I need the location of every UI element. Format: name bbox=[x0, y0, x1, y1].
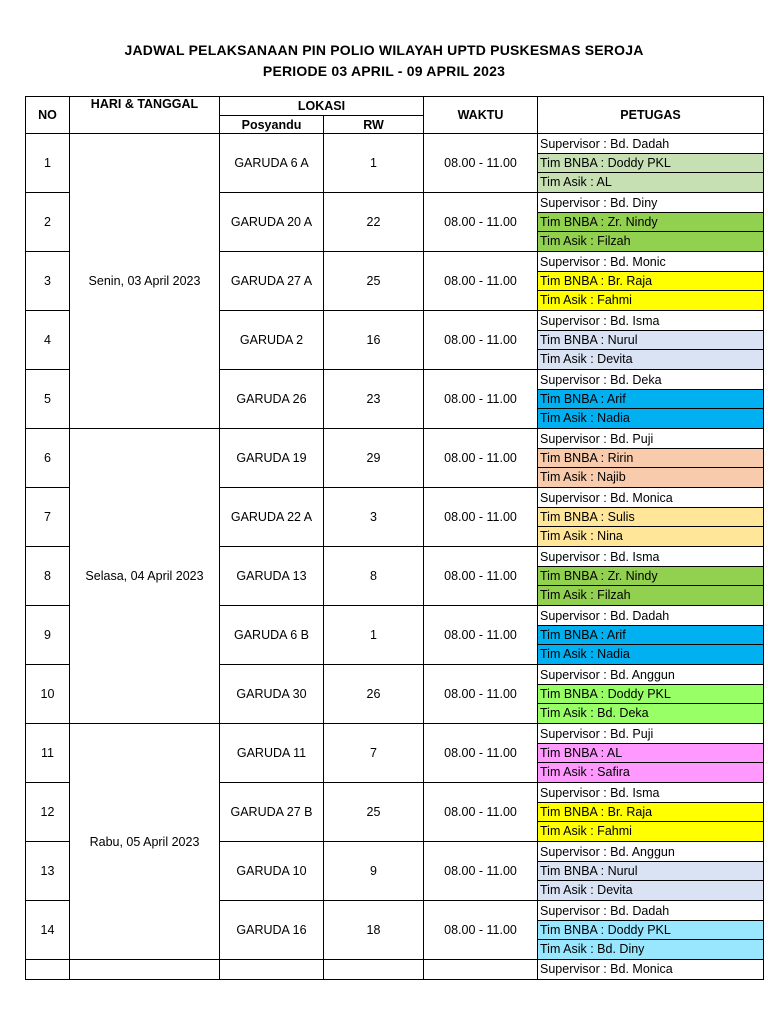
header-petugas: PETUGAS bbox=[538, 97, 764, 134]
cell-waktu: 08.00 - 11.00 bbox=[424, 901, 538, 960]
cell-no: 9 bbox=[26, 606, 70, 665]
cell-rw: 16 bbox=[324, 311, 424, 370]
cell-posyandu: GARUDA 13 bbox=[220, 547, 324, 606]
cell-posyandu: GARUDA 27 B bbox=[220, 783, 324, 842]
petugas-tim-asik: Tim Asik : AL bbox=[538, 173, 763, 192]
petugas-supervisor: Supervisor : Bd. Puji bbox=[538, 430, 763, 449]
cell-waktu: 08.00 - 11.00 bbox=[424, 370, 538, 429]
cell-no: 11 bbox=[26, 724, 70, 783]
petugas-supervisor: Supervisor : Bd. Puji bbox=[538, 725, 763, 744]
cell-waktu: 08.00 - 11.00 bbox=[424, 547, 538, 606]
cell-posyandu: GARUDA 19 bbox=[220, 429, 324, 488]
cell-hari-tanggal: Selasa, 04 April 2023 bbox=[70, 429, 220, 724]
petugas-tim-bnba: Tim BNBA : Zr. Nindy bbox=[538, 567, 763, 586]
table-row bbox=[26, 429, 764, 488]
header-waktu: WAKTU bbox=[424, 97, 538, 134]
cell-petugas bbox=[538, 488, 764, 547]
petugas-tim-asik: Tim Asik : Bd. Deka bbox=[538, 704, 763, 723]
cell-petugas bbox=[538, 606, 764, 665]
cell-hari-tanggal: Senin, 03 April 2023 bbox=[70, 134, 220, 429]
cell-petugas bbox=[538, 842, 764, 901]
petugas-tim-asik: Tim Asik : Devita bbox=[538, 881, 763, 900]
cell-hari-tanggal: Rabu, 05 April 2023 bbox=[70, 724, 220, 960]
cell-waktu: 08.00 - 11.00 bbox=[424, 193, 538, 252]
petugas-tim-bnba: Tim BNBA : Ririn bbox=[538, 449, 763, 468]
petugas-supervisor: Supervisor : Bd. Monic bbox=[538, 253, 763, 272]
cell-no: 2 bbox=[26, 193, 70, 252]
cell-no: 7 bbox=[26, 488, 70, 547]
cell-waktu: 08.00 - 11.00 bbox=[424, 606, 538, 665]
petugas-tim-asik: Tim Asik : Fahmi bbox=[538, 822, 763, 841]
cell-waktu: 08.00 - 11.00 bbox=[424, 665, 538, 724]
table-row-partial bbox=[26, 960, 764, 980]
cell-no: 14 bbox=[26, 901, 70, 960]
header-no: NO bbox=[26, 97, 70, 134]
cell-waktu: 08.00 - 11.00 bbox=[424, 311, 538, 370]
petugas-tim-bnba: Tim BNBA : Sulis bbox=[538, 508, 763, 527]
petugas-supervisor: Supervisor : Bd. Monica bbox=[540, 962, 673, 976]
cell-empty bbox=[424, 960, 538, 980]
petugas-tim-bnba: Tim BNBA : Arif bbox=[538, 390, 763, 409]
petugas-supervisor: Supervisor : Bd. Anggun bbox=[538, 843, 763, 862]
cell-no: 3 bbox=[26, 252, 70, 311]
cell-rw: 3 bbox=[324, 488, 424, 547]
table-row bbox=[26, 134, 764, 193]
schedule-table bbox=[25, 96, 764, 980]
petugas-tim-asik: Tim Asik : Devita bbox=[538, 350, 763, 369]
petugas-supervisor: Supervisor : Bd. Isma bbox=[538, 784, 763, 803]
cell-posyandu: GARUDA 2 bbox=[220, 311, 324, 370]
petugas-tim-bnba: Tim BNBA : Br. Raja bbox=[538, 272, 763, 291]
cell-empty bbox=[220, 960, 324, 980]
cell-waktu: 08.00 - 11.00 bbox=[424, 252, 538, 311]
petugas-supervisor: Supervisor : Bd. Diny bbox=[538, 194, 763, 213]
cell-posyandu: GARUDA 6 A bbox=[220, 134, 324, 193]
petugas-tim-asik: Tim Asik : Bd. Diny bbox=[538, 940, 763, 959]
cell-posyandu: GARUDA 20 A bbox=[220, 193, 324, 252]
petugas-supervisor: Supervisor : Bd. Dadah bbox=[538, 607, 763, 626]
cell-rw: 22 bbox=[324, 193, 424, 252]
cell-no: 1 bbox=[26, 134, 70, 193]
petugas-tim-bnba: Tim BNBA : AL bbox=[538, 744, 763, 763]
cell-petugas bbox=[538, 783, 764, 842]
cell-no: 8 bbox=[26, 547, 70, 606]
petugas-tim-asik: Tim Asik : Nadia bbox=[538, 409, 763, 428]
cell-posyandu: GARUDA 30 bbox=[220, 665, 324, 724]
header-rw: RW bbox=[324, 116, 424, 134]
cell-petugas bbox=[538, 134, 764, 193]
petugas-tim-asik: Tim Asik : Nadia bbox=[538, 645, 763, 664]
document-title: JADWAL PELAKSANAAN PIN POLIO WILAYAH UPTD PUSKESMAS SEROJA bbox=[124, 42, 644, 58]
cell-no: 10 bbox=[26, 665, 70, 724]
petugas-supervisor: Supervisor : Bd. Anggun bbox=[538, 666, 763, 685]
cell-posyandu: GARUDA 26 bbox=[220, 370, 324, 429]
cell-rw: 1 bbox=[324, 606, 424, 665]
cell-empty bbox=[26, 960, 70, 980]
cell-waktu: 08.00 - 11.00 bbox=[424, 842, 538, 901]
petugas-tim-asik: Tim Asik : Safira bbox=[538, 763, 763, 782]
cell-rw: 26 bbox=[324, 665, 424, 724]
cell-waktu: 08.00 - 11.00 bbox=[424, 724, 538, 783]
petugas-supervisor: Supervisor : Bd. Deka bbox=[538, 371, 763, 390]
cell-waktu: 08.00 - 11.00 bbox=[424, 429, 538, 488]
cell-rw: 18 bbox=[324, 901, 424, 960]
cell-rw: 25 bbox=[324, 783, 424, 842]
petugas-tim-bnba: Tim BNBA : Nurul bbox=[538, 331, 763, 350]
cell-petugas bbox=[538, 252, 764, 311]
cell-posyandu: GARUDA 16 bbox=[220, 901, 324, 960]
petugas-tim-asik: Tim Asik : Fahmi bbox=[538, 291, 763, 310]
cell-no: 6 bbox=[26, 429, 70, 488]
cell-waktu: 08.00 - 11.00 bbox=[424, 783, 538, 842]
petugas-supervisor: Supervisor : Bd. Dadah bbox=[538, 902, 763, 921]
cell-no: 5 bbox=[26, 370, 70, 429]
cell-empty bbox=[70, 960, 220, 980]
petugas-tim-bnba: Tim BNBA : Doddy PKL bbox=[538, 921, 763, 940]
cell-waktu: 08.00 - 11.00 bbox=[424, 134, 538, 193]
cell-rw: 23 bbox=[324, 370, 424, 429]
petugas-supervisor: Supervisor : Bd. Dadah bbox=[538, 135, 763, 154]
cell-petugas bbox=[538, 960, 764, 980]
cell-rw: 8 bbox=[324, 547, 424, 606]
cell-petugas bbox=[538, 665, 764, 724]
cell-no: 13 bbox=[26, 842, 70, 901]
petugas-tim-bnba: Tim BNBA : Doddy PKL bbox=[538, 685, 763, 704]
petugas-tim-bnba: Tim BNBA : Zr. Nindy bbox=[538, 213, 763, 232]
petugas-tim-asik: Tim Asik : Filzah bbox=[538, 586, 763, 605]
cell-rw: 7 bbox=[324, 724, 424, 783]
document-period: PERIODE 03 APRIL - 09 APRIL 2023 bbox=[262, 63, 506, 79]
cell-waktu: 08.00 - 11.00 bbox=[424, 488, 538, 547]
cell-no: 4 bbox=[26, 311, 70, 370]
petugas-supervisor: Supervisor : Bd. Isma bbox=[538, 312, 763, 331]
cell-rw: 29 bbox=[324, 429, 424, 488]
cell-petugas bbox=[538, 370, 764, 429]
petugas-tim-bnba: Tim BNBA : Doddy PKL bbox=[538, 154, 763, 173]
petugas-tim-asik: Tim Asik : Najib bbox=[538, 468, 763, 487]
cell-petugas bbox=[538, 429, 764, 488]
cell-no: 12 bbox=[26, 783, 70, 842]
cell-petugas bbox=[538, 193, 764, 252]
cell-posyandu: GARUDA 11 bbox=[220, 724, 324, 783]
cell-rw: 25 bbox=[324, 252, 424, 311]
petugas-tim-asik: Tim Asik : Filzah bbox=[538, 232, 763, 251]
petugas-tim-bnba: Tim BNBA : Nurul bbox=[538, 862, 763, 881]
cell-petugas bbox=[538, 724, 764, 783]
header-hari-tanggal: HARI & TANGGAL bbox=[70, 97, 220, 134]
cell-rw: 1 bbox=[324, 134, 424, 193]
petugas-tim-bnba: Tim BNBA : Arif bbox=[538, 626, 763, 645]
cell-posyandu: GARUDA 27 A bbox=[220, 252, 324, 311]
cell-petugas bbox=[538, 901, 764, 960]
cell-posyandu: GARUDA 6 B bbox=[220, 606, 324, 665]
petugas-supervisor: Supervisor : Bd. Monica bbox=[538, 489, 763, 508]
cell-petugas bbox=[538, 311, 764, 370]
petugas-tim-asik: Tim Asik : Nina bbox=[538, 527, 763, 546]
header-posyandu: Posyandu bbox=[220, 116, 324, 134]
petugas-tim-bnba: Tim BNBA : Br. Raja bbox=[538, 803, 763, 822]
header-lokasi: LOKASI bbox=[220, 97, 424, 116]
table-row bbox=[26, 724, 764, 783]
petugas-supervisor: Supervisor : Bd. Isma bbox=[538, 548, 763, 567]
cell-posyandu: GARUDA 22 A bbox=[220, 488, 324, 547]
cell-posyandu: GARUDA 10 bbox=[220, 842, 324, 901]
cell-empty bbox=[324, 960, 424, 980]
cell-rw: 9 bbox=[324, 842, 424, 901]
cell-petugas bbox=[538, 547, 764, 606]
